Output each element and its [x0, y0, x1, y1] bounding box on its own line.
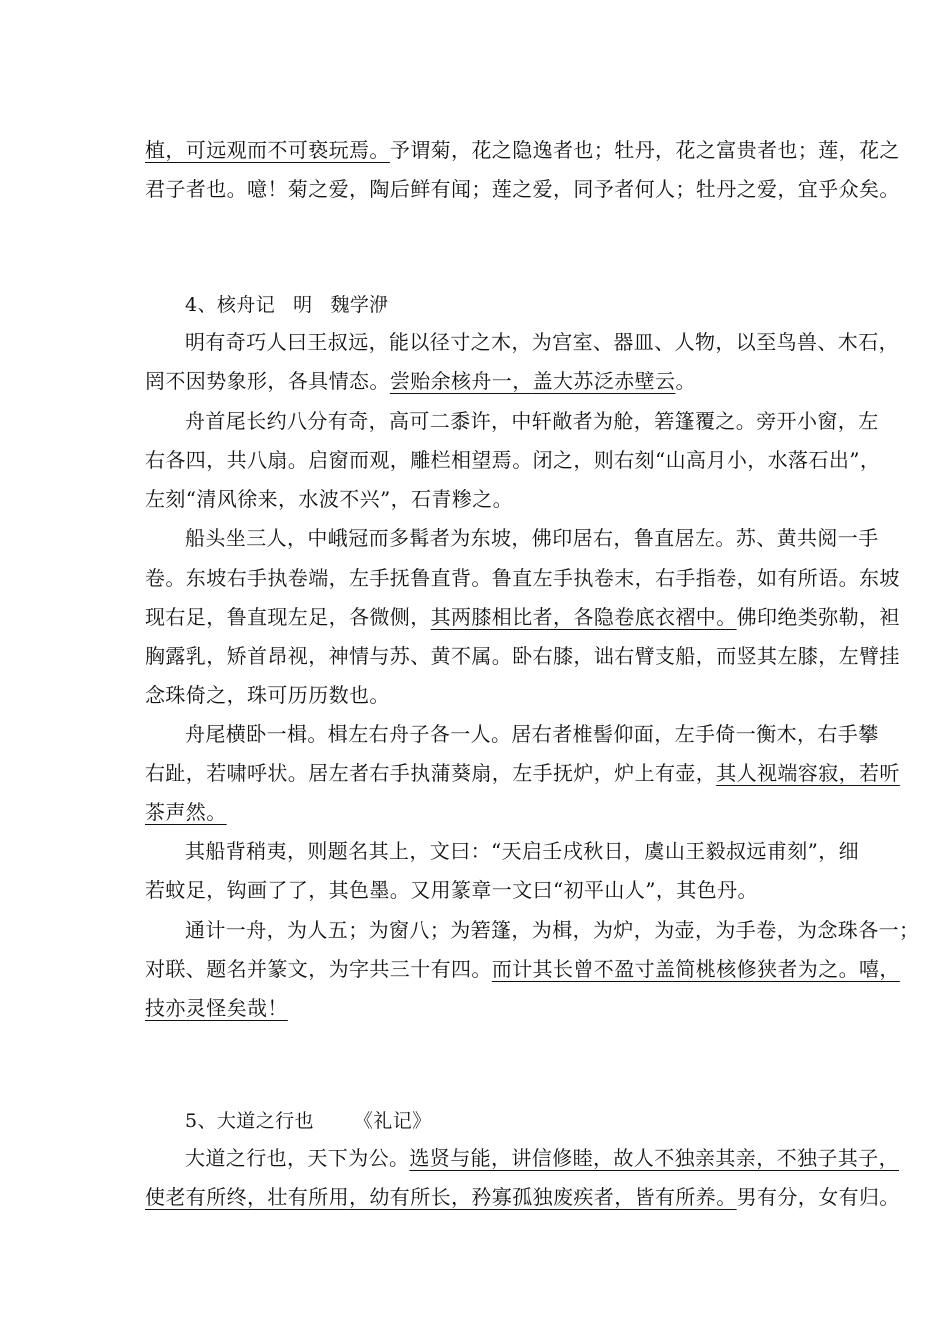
text-span: 男有分，女有归。: [736, 1185, 900, 1209]
underlined-phrase: 技亦灵怪矣哉！: [145, 996, 288, 1020]
text-line: 念珠倚之，珠可历历数也。: [145, 683, 390, 707]
text-span: 予谓菊，花之隐逸者也；牡丹，花之富贵者也；莲，花之: [389, 138, 900, 162]
text-span: 。: [675, 369, 696, 393]
text-line: 船头坐三人，中峨冠而多髯者为东坡，佛印居右，鲁直居左。苏、黄共阅一手: [185, 526, 879, 550]
text-line: 其船背稍夷，则题名其上，文曰：“天启壬戌秋日，虞山王毅叔远甫刻”，细: [185, 839, 860, 863]
text-span: 大道之行也，天下为公。: [185, 1146, 410, 1170]
underlined-phrase: 其人视端容寂，若听: [716, 761, 900, 785]
underlined-phrase: 盖大苏泛赤壁云: [532, 369, 676, 393]
text-line: [145, 759, 900, 787]
underlined-phrase: 其两膝相比者，各隐卷底衣褶中。: [430, 605, 737, 629]
text-line: [145, 603, 900, 631]
text-line: 若蚊足，钩画了了，其色墨。又用篆章一文曰“初平山人”，其色丹。: [145, 878, 758, 902]
heading-source: 《礼记》: [353, 1110, 432, 1132]
underlined-phrase: 茶声然。: [145, 800, 227, 824]
heading-author: 魏学洢: [330, 294, 389, 316]
heading-dynasty: 明: [293, 294, 313, 316]
text-line: 右各四，共八扇。启窗而观，雕栏相望焉。闭之，则右刻“山高月小，水落石出”，: [145, 448, 881, 472]
text-line: 胸露乳，矫首昂视，神情与苏、黄不属。卧右膝，诎右臂支船，而竖其左膝，左臂挂: [145, 644, 900, 668]
text-span: 对联、题名并篆文，为字共三十有四。: [145, 957, 492, 981]
text-span: 佛印绝类弥勒，袒: [736, 605, 900, 629]
text-line: 舟首尾长约八分有奇，高可二黍许，中轩敞者为舱，箬篷覆之。旁开小窗，左: [185, 409, 879, 433]
text-line: 通计一舟，为人五；为窗八；为箬篷，为楫，为炉，为壶，为手卷，为念珠各一；: [185, 918, 920, 942]
underlined-phrase: 植，可远观而不可亵玩焉。: [145, 138, 390, 162]
text-line: 君子者也。噫！菊之爱，陶后鲜有闻；莲之爱，同予者何人；牡丹之爱，宜乎众矣。: [145, 177, 900, 201]
text-line: [145, 798, 227, 826]
text-span: 右趾，若啸呼状。居左者右手执蒲葵扇，左手抚炉，炉上有壶，: [145, 761, 717, 785]
text-line: 舟尾横卧一楫。楫左右舟子各一人。居右者椎髻仰面，左手倚一衡木，右手攀: [185, 722, 879, 746]
text-span: 罔不因势象形，各具情态。: [145, 369, 390, 393]
text-line: 左刻“清风徐来，水波不兴”，石青糁之。: [145, 487, 514, 511]
text-span: 现右足，鲁直现左足，各微侧，: [145, 605, 431, 629]
section-heading: [185, 291, 407, 319]
section-heading: [185, 1107, 450, 1135]
underlined-phrase: 使老有所终，壮有所用，幼有所长，矜寡孤独废疾者，皆有所养。: [145, 1185, 737, 1209]
text-line: [145, 367, 696, 395]
text-line: [145, 994, 288, 1022]
heading-title: 4、核舟记: [185, 294, 276, 316]
text-line: [145, 955, 900, 983]
heading-title: 5、大道之行也: [185, 1110, 314, 1132]
underlined-phrase: 而计其长曾不盈寸盖简桃核修狭者为之。嘻，: [491, 957, 900, 981]
text-line: [185, 1144, 899, 1172]
text-line: [145, 136, 900, 164]
underlined-phrase: 尝贻余核舟一，: [389, 369, 533, 393]
text-line: [145, 1183, 900, 1211]
text-line: 明有奇巧人曰王叔远，能以径寸之木，为宫室、器皿、人物，以至鸟兽、木石，: [185, 330, 899, 354]
underlined-phrase: 选贤与能，讲信修睦，故人不独亲其亲，不独子其子，: [409, 1146, 900, 1170]
text-line: 卷。东坡右手执卷端，左手抚鲁直背。鲁直左手执卷末，右手指卷，如有所语。东坡: [145, 566, 900, 590]
